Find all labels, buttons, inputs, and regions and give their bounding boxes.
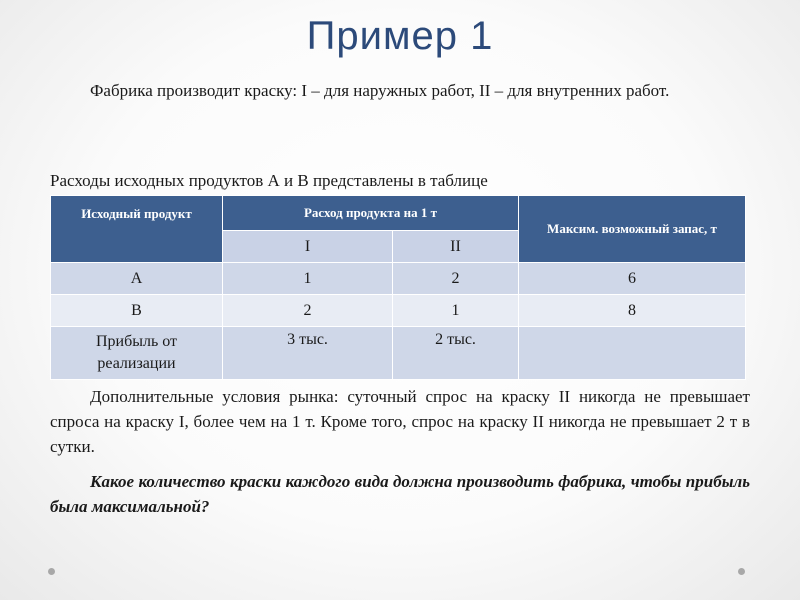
table-row <box>51 327 746 380</box>
row-label: В <box>51 295 223 327</box>
row-label: Прибыль от реализации <box>51 327 223 380</box>
market-conditions-paragraph: Дополнительные условия рынка: суточный спрос на краску II никогда не превышает спроса на краску I, более чем на 1 т. Кроме того, спрос на краску II никогда не превышает 2 т в сутки. <box>50 387 750 456</box>
cell-max <box>519 327 746 380</box>
table-row <box>51 295 746 327</box>
cell-II: 2 тыс. <box>393 327 519 380</box>
cell-II: 1 <box>393 295 519 327</box>
table-caption: Расходы исходных продуктов А и В представлены в таблице <box>50 171 488 190</box>
decorative-dot-right <box>738 568 745 575</box>
header-max-stock: Максим. возможный запас, т <box>519 196 746 263</box>
cell-I: 1 <box>223 263 393 295</box>
consumption-table <box>50 195 746 380</box>
cell-max: 8 <box>519 295 746 327</box>
header-product: Исходный продукт <box>51 196 223 263</box>
question-paragraph: Какое количество краски каждого вида должна производить фабрика, чтобы прибыль была максимальной? <box>50 472 750 516</box>
cell-II: 2 <box>393 263 519 295</box>
table-row <box>51 263 746 295</box>
slide-title: Пример 1 <box>306 14 494 58</box>
row-label: А <box>51 263 223 295</box>
cell-I: 2 <box>223 295 393 327</box>
header-consumption: Расход продукта на 1 т <box>223 196 519 231</box>
cell-max: 6 <box>519 263 746 295</box>
header-sub-II: II <box>393 231 519 263</box>
decorative-dot-left <box>48 568 55 575</box>
header-sub-I: I <box>223 231 393 263</box>
intro-paragraph: Фабрика производит краску: I – для наружных работ, II – для внутренних работ. <box>90 81 670 100</box>
cell-I: 3 тыс. <box>223 327 393 380</box>
